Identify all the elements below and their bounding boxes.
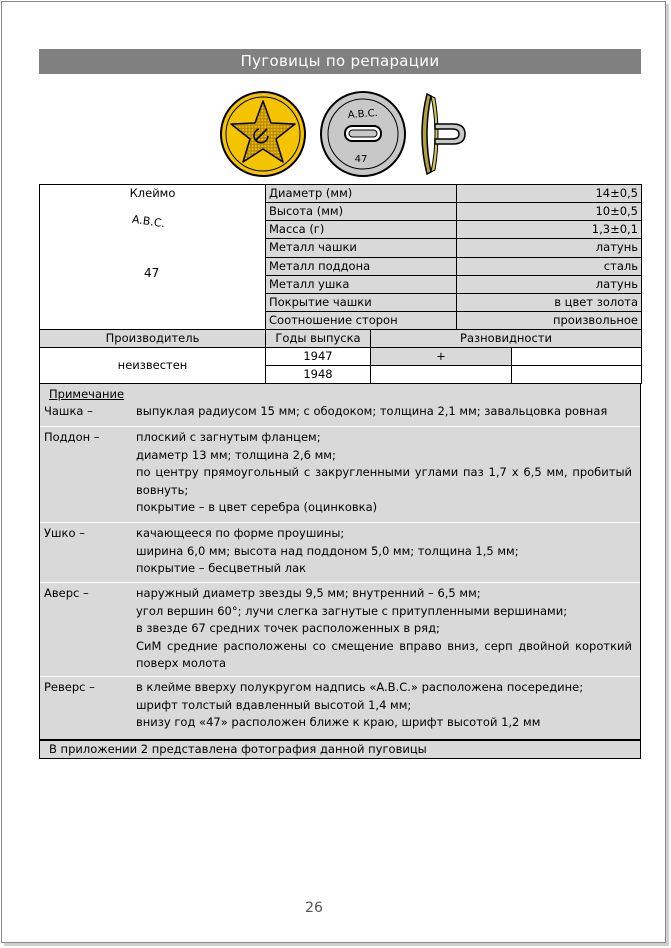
variant-extra [512, 366, 642, 384]
note-row [40, 426, 640, 519]
page-number: 26 [305, 900, 323, 916]
button-images [0, 90, 671, 178]
spec-table [39, 184, 642, 384]
variant-extra [512, 348, 642, 366]
spec-label: Диаметр (мм) [266, 185, 457, 203]
note-label: Реверс – [44, 680, 95, 694]
button-side-profile-icon [413, 90, 473, 178]
spec-label: Металл поддона [266, 257, 457, 275]
note-row [40, 522, 640, 581]
note-text [136, 403, 632, 421]
years-header: Годы выпуска [266, 330, 371, 348]
spec-value: латунь [457, 239, 642, 257]
note-line: ширина 6,0 мм; высота над поддоном 5,0 мм; толщина 1,5 мм; [136, 543, 519, 558]
spec-label: Высота (мм) [266, 203, 457, 221]
spec-value: 10±0,5 [457, 203, 642, 221]
note-line: выпуклая радиусом 15 мм; с ободоком; толщина 2,1 мм; завальцовка ровная [136, 404, 608, 418]
note-line: диаметр 13 мм; толщина 2,6 мм; [136, 447, 336, 462]
note-label: Аверс – [44, 586, 89, 600]
note-label: Поддон – [44, 430, 100, 444]
maker-value: неизвестен [40, 348, 266, 384]
note-text [136, 429, 632, 517]
note-line: угол вершин 60°; лучи слегка загнутые с притупленными вершинами; [136, 603, 568, 618]
notes-header: Примечание [49, 387, 125, 401]
note-line: наружный диаметр звезды 9,5 мм; внутренний – 6,5 мм; [136, 586, 481, 600]
spec-value: 14±0,5 [457, 185, 642, 203]
note-line: внизу год «47» расположен ближе к краю, шрифт высотой 1,2 мм [136, 715, 541, 729]
note-row [40, 676, 640, 739]
note-text [136, 679, 632, 732]
note-line: СиМ средние расположены со смещение вправо вниз, серп двойной короткий поверх молота [136, 638, 632, 670]
variant-mark [371, 366, 512, 384]
note-text [136, 585, 632, 673]
spec-value: 1,3±0,1 [457, 221, 642, 239]
year-cell: 1947 [266, 348, 371, 366]
note-line: в клейме вверху полукругом надпись «A.B.C.» расположена посередине; [136, 680, 584, 694]
svg-text:A.B.C.: A.B.C. [347, 107, 379, 122]
note-text [136, 525, 632, 578]
note-line: покрытие – в цвет серебра (оцинковка) [136, 500, 378, 514]
note-line: по центру прямоугольный с закругленными углами паз 1,7 х 6,5 мм, пробитый вовнуть; [136, 465, 632, 497]
note-line: плоский с загнутым фланцем; [136, 430, 321, 444]
variant-mark: + [371, 348, 512, 366]
note-line: покрытие – бесцветный лак [136, 561, 307, 575]
maker-header: Производитель [40, 330, 266, 348]
spec-label: Соотношение сторон [266, 311, 457, 329]
variants-header: Разновидности [371, 330, 642, 348]
mark-line2: 47 [144, 266, 160, 280]
note-label: Чашка – [44, 404, 93, 418]
note-label: Ушко – [44, 526, 85, 540]
button-reverse-icon [319, 90, 407, 178]
spec-label: Металл ушка [266, 275, 457, 293]
spec-label: Покрытие чашки [266, 293, 457, 311]
mark-line1: A.B.C. [131, 212, 166, 231]
spec-label: Металл чашки [266, 239, 457, 257]
mark-header: Клеймо [129, 186, 176, 200]
spec-value: произвольное [457, 311, 642, 329]
note-line: в звезде 67 средних точек расположенных в ряд; [136, 621, 440, 635]
notes-section [39, 383, 641, 740]
spec-label: Масса (г) [266, 221, 457, 239]
svg-text:47: 47 [354, 154, 368, 165]
spec-value: в цвет золота [457, 293, 642, 311]
spec-value: сталь [457, 257, 642, 275]
note-line: шрифт толстый вдавленный высотой 1,4 мм; [136, 697, 412, 712]
year-cell: 1948 [266, 366, 371, 384]
spec-value: латунь [457, 275, 642, 293]
footer-note: В приложении 2 представлена фотография данной пуговицы [39, 740, 641, 759]
button-obverse-star-icon [219, 90, 307, 178]
mark-cell [40, 185, 266, 330]
note-line: качающееся по форме проушины; [136, 526, 345, 540]
page-title: Пуговицы по репарации [39, 49, 641, 74]
note-row [40, 582, 640, 675]
